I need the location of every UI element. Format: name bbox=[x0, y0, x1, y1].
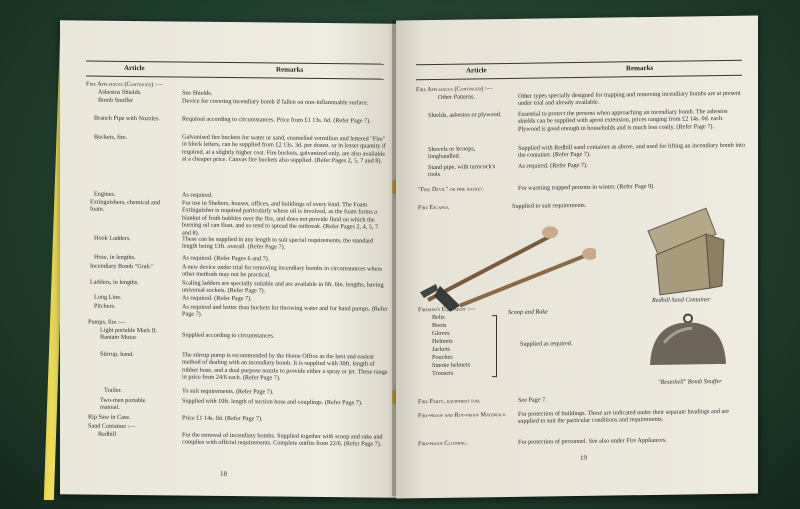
remarks-cell: For protection of personnel. See also under Fire Appliances. bbox=[518, 436, 667, 446]
remarks-cell: For protection of buildings. These are indicated under their separate headings and are supplied to suit the particular conditions and requirements. bbox=[518, 407, 730, 426]
remarks-cell: Essential to protect the persons when approaching an incendiary bomb. The asbestos shields can be supplied with apron extension, prices ranging from £2 14s. 0d. each. Plywood is good enough in households and is much less costly. (Refer Page 7). bbox=[518, 107, 728, 133]
remarks-cell: As required. (Refer Pages 6 and 7). bbox=[182, 254, 270, 263]
article-cell: Hook Ladders. bbox=[94, 234, 131, 242]
equipment-item: Belts bbox=[432, 313, 445, 322]
remarks-cell: To suit requirements. (Refer Page 7). bbox=[182, 387, 274, 396]
equipment-item: Pouches bbox=[432, 353, 453, 362]
article-cell: Sand Container :— bbox=[88, 422, 136, 431]
article-cell: Buckets, fire. bbox=[94, 133, 128, 141]
scoop-caption: Scoop and Rake bbox=[508, 308, 548, 316]
remarks-cell: Galvanised fire buckets for water or sand, enamelled vermilion and lettered "Fire" in block letters, can be supplied from £2 13s. 3d. per dozen, or in lesser quantity if required, at a slightly higher cost. Fire buckets, galvanized only, are also available at a cheaper price. Canvas fire buckets also supplied. (Refer Pages 2, 5, 7 and 8). bbox=[182, 133, 386, 165]
left-table-header bbox=[86, 61, 384, 80]
remarks-cell: These can be supplied in any length to suit special requirements, the standard length being 13ft. overall. (Refer Page 7). bbox=[182, 235, 374, 252]
article-cell: Pumps, fire :— bbox=[88, 318, 126, 326]
snuffer-caption: "Bestobell" Bomb Snuffer bbox=[658, 377, 722, 386]
article-cell: Hose, in lengths. bbox=[94, 253, 136, 262]
article-header: Article bbox=[466, 66, 487, 75]
article-cell: Other Patterns. bbox=[438, 93, 476, 101]
article-cell: Fire Escapes. bbox=[418, 203, 450, 212]
article-cell: Shovels or Scoops, longhandled. bbox=[428, 145, 476, 161]
sand-container-illustration bbox=[642, 204, 730, 297]
article-header: Article bbox=[124, 63, 145, 73]
remarks-cell: Scaling ladders are specially suitable and are available in 6ft. 6in. lengths, having universal sockets. (Refer Page 7). bbox=[182, 279, 384, 295]
remarks-cell: For the removal of incendiary bombs. Supplied together with scoop and rake and complies with official requirements. Complete outfits from 22/6. (Refer Page 7). bbox=[182, 431, 383, 449]
remarks-cell: Required according to circumstances. Price from £1 13s. 6d. (Refer Page 7). bbox=[182, 115, 371, 125]
remarks-cell: As required and better than buckets for throwing water and for hand pumps. (Refer Page 7). bbox=[182, 303, 388, 319]
article-cell: Long Line. bbox=[94, 293, 122, 301]
article-cell: Pitchers. bbox=[94, 302, 116, 310]
article-cell: "Fire Devil" or fire basket. bbox=[418, 185, 485, 194]
equipment-item: Boots bbox=[432, 321, 447, 330]
remarks-cell: Price £1 14s. 0d. (Refer Page 7). bbox=[182, 414, 263, 423]
rake-handle bbox=[428, 236, 550, 300]
article-cell: Engines. bbox=[94, 190, 116, 198]
article-cell: Stand pipe, with turncock's tools bbox=[428, 163, 496, 179]
article-cell: Fire Party, equipment for. bbox=[418, 397, 481, 406]
remarks-cell: Supplied with Redhill sand container as above, and used for lifting an incendiary bomb into the container. (Refer Page 7). bbox=[518, 141, 745, 160]
remarks-header: Remarks bbox=[276, 65, 304, 74]
article-cell: Redhill bbox=[98, 430, 117, 438]
article-cell: Fire-proof and Rot-proof Materials. bbox=[418, 410, 507, 420]
container-caption: Redhill Sand Container bbox=[652, 296, 711, 304]
brace bbox=[492, 315, 497, 377]
remarks-cell: Device for covering incendiary bomb if fallen on non-inflammable surface. bbox=[182, 97, 369, 107]
page-number: 19 bbox=[580, 453, 587, 462]
article-cell: Fire Appliances (Continued) :— bbox=[86, 80, 163, 89]
article-cell: Branch Pipe with Nozzles. bbox=[94, 114, 160, 123]
article-cell: Stirrup, hand. bbox=[100, 350, 134, 359]
right-page bbox=[396, 15, 758, 498]
equipment-item: Jackets bbox=[432, 345, 450, 354]
remarks-cell: Supplied with 10ft. length of suction hose and couplings. (Refer Page 7). bbox=[182, 397, 363, 407]
remarks-cell: For use in Shelters, houses, offices, and buildings of every kind. The Foam Extinguisher is required particularly where oil is involved, as the foam forms a blanket of froth bubbles over the fire, and does not provide fluid on which the burning oil can float, and so tend to spread the outbreak. (Refer Pages 2, 4, 5, 7 and 8). bbox=[182, 199, 379, 237]
hand-icon bbox=[542, 226, 558, 238]
remarks-cell: Other types specially designed for trapping and removing incendiary bombs are at present under trial and already available. bbox=[518, 89, 741, 108]
snuffer-handle bbox=[684, 314, 692, 322]
article-cell: Fire Appliances (Continued) :— bbox=[416, 85, 493, 94]
equipment-item: Trousers bbox=[432, 369, 454, 378]
article-cell: Rip Saw in Case. bbox=[88, 413, 131, 421]
article-cell: Ladders, in lengths. bbox=[90, 278, 139, 287]
equipment-heading: Firemen's Equipment :— bbox=[418, 305, 476, 314]
remarks-header: Remarks bbox=[626, 63, 654, 73]
remarks-cell: As required. (Refer Page 7). bbox=[182, 294, 252, 303]
remarks-cell: The stirrup pump is recommended by the Home Office as the best and easiest method of dealing with an incendiary bomb. It is supplied with 30ft. length of rubber hose, and a dual purpose nozzle to provide either a spray or jet. These range in price from 24/6 each. (Refer Page 7). bbox=[182, 351, 388, 382]
remarks-cell: See Shields. bbox=[182, 89, 213, 97]
bomb-snuffer-illustration bbox=[646, 312, 730, 371]
remarks-cell: As required. bbox=[182, 191, 213, 199]
article-cell: Light portable Mark II. Bantam Motor bbox=[100, 326, 158, 342]
equipment-remark: Supplied as required. bbox=[520, 340, 573, 348]
article-cell: Asbestos Shields. bbox=[98, 88, 142, 97]
remarks-cell: As required. (Refer Page 7). bbox=[518, 161, 588, 170]
article-cell: Fire-proof Clothing. bbox=[418, 439, 468, 448]
equipment-item: Gloves bbox=[432, 329, 450, 338]
page-number: 18 bbox=[220, 469, 227, 478]
scoop-handle bbox=[460, 254, 590, 306]
remarks-cell: Supplied according to circumstances. bbox=[182, 331, 275, 340]
article-cell: Incendiary Bomb "Grab." bbox=[90, 262, 154, 271]
article-cell: Bomb Snuffer bbox=[98, 96, 134, 105]
remarks-cell: A new device under trial for removing incendiary bombs in circumstances where other methods may not be practical. bbox=[182, 263, 383, 279]
equipment-item: Helmets bbox=[432, 337, 453, 346]
remarks-cell: Supplied to suit requirements. bbox=[512, 201, 587, 210]
remarks-cell: See Page 7. bbox=[518, 396, 547, 404]
article-cell: Trailer. bbox=[104, 386, 122, 394]
right-table-header bbox=[416, 60, 742, 81]
remarks-cell: For warming trapped persons in winter. (Refer Page 9). bbox=[518, 182, 655, 192]
article-cell: Two-men portable manual. bbox=[100, 396, 146, 412]
left-page bbox=[60, 20, 396, 498]
scoop-and-rake-illustration bbox=[420, 214, 596, 312]
article-cell: Shields, asbestos or plywood. bbox=[428, 111, 502, 120]
equipment-item: Smoke helmets bbox=[432, 361, 470, 370]
article-cell: Extinguishers, chemical and foam. bbox=[90, 198, 160, 214]
